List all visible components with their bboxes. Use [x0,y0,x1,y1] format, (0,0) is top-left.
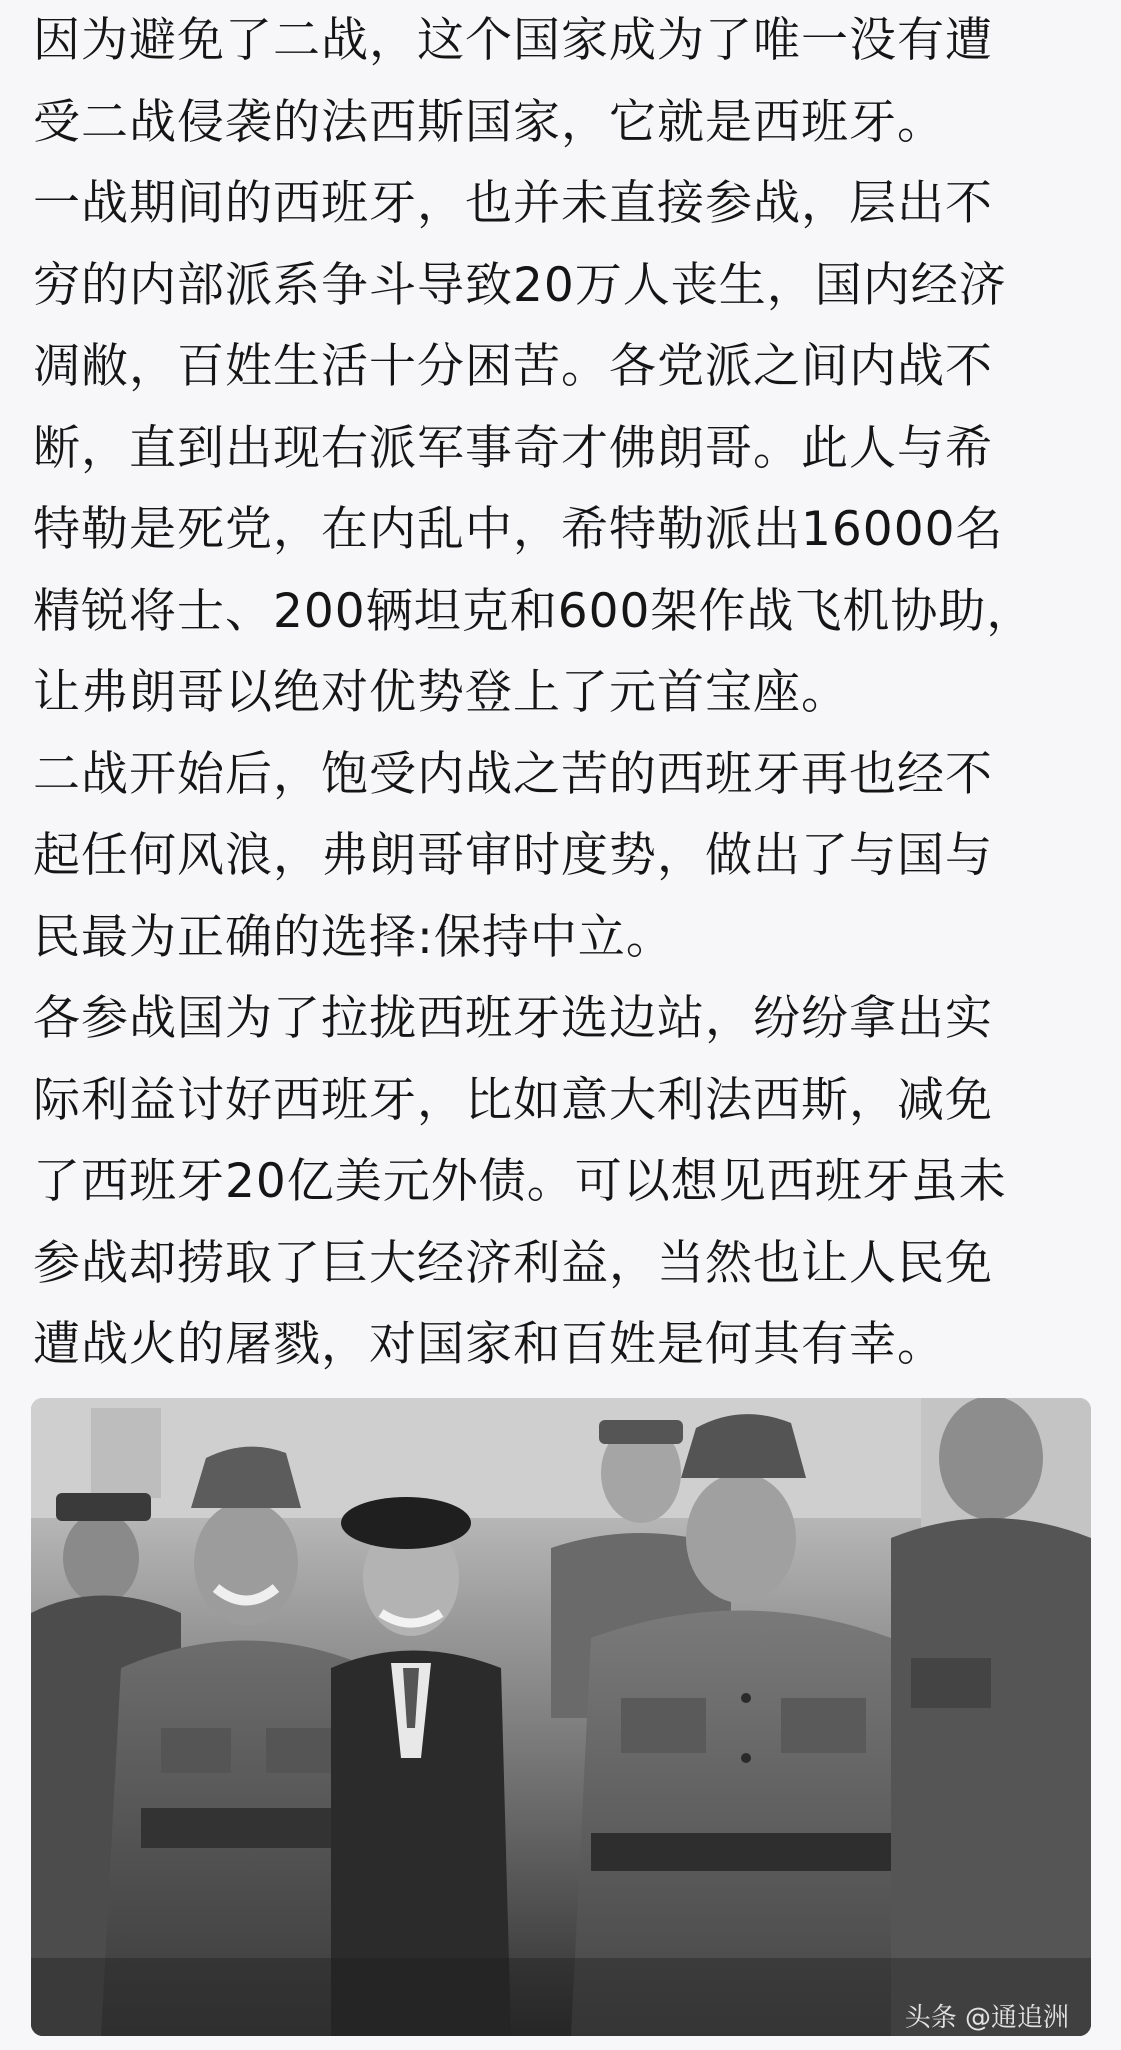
source-watermark: 头条 @通追洲 [904,2003,1069,2033]
paragraph-line: 穷的内部派系争斗导致20万人丧生，国内经济 [33,257,1007,313]
paragraph-line: 让弗朗哥以绝对优势登上了元首宝座。 [33,665,849,720]
paragraph-line: 参战却捞取了巨大经济利益，当然也让人民免 [33,1235,993,1291]
paragraph-line: 断，直到出现右派军事奇才佛朗哥。此人与希 [33,420,993,476]
paragraph-line: 受二战侵袭的法西斯国家，它就是西班牙。 [33,94,945,150]
paragraph-line: 特勒是死党，在内乱中，希特勒派出16000名 [33,502,1004,557]
paragraph-line: 遭战火的屠戮，对国家和百姓是何其有幸。 [33,1317,945,1372]
paragraph-line: 凋敝，百姓生活十分困苦。各党派之间内战不 [33,339,993,394]
paragraph-line: 精锐将士、200辆坦克和600架作战飞机协助， [33,583,1035,639]
paragraph-line: 民最为正确的选择:保持中立。 [33,909,674,965]
paragraph-line: 二战开始后，饱受内战之苦的西班牙再也经不 [33,746,993,802]
historical-photo[interactable] [31,1398,1091,2036]
photo-illustration [31,1398,1091,2036]
article-body [33,0,1093,1386]
paragraph-line: 一战期间的西班牙，也并未直接参战，层出不 [33,176,993,231]
paragraph-line: 各参战国为了拉拢西班牙选边站，纷纷拿出实 [33,991,993,1046]
paragraph-line: 际利益讨好西班牙，比如意大利法西斯，减免 [33,1072,993,1128]
paragraph-line: 起任何风浪，弗朗哥审时度势，做出了与国与 [33,828,993,883]
paragraph-line: 了西班牙20亿美元外债。可以想见西班牙虽未 [33,1154,1007,1209]
paragraph-line: 因为避免了二战，这个国家成为了唯一没有遭 [33,13,993,68]
